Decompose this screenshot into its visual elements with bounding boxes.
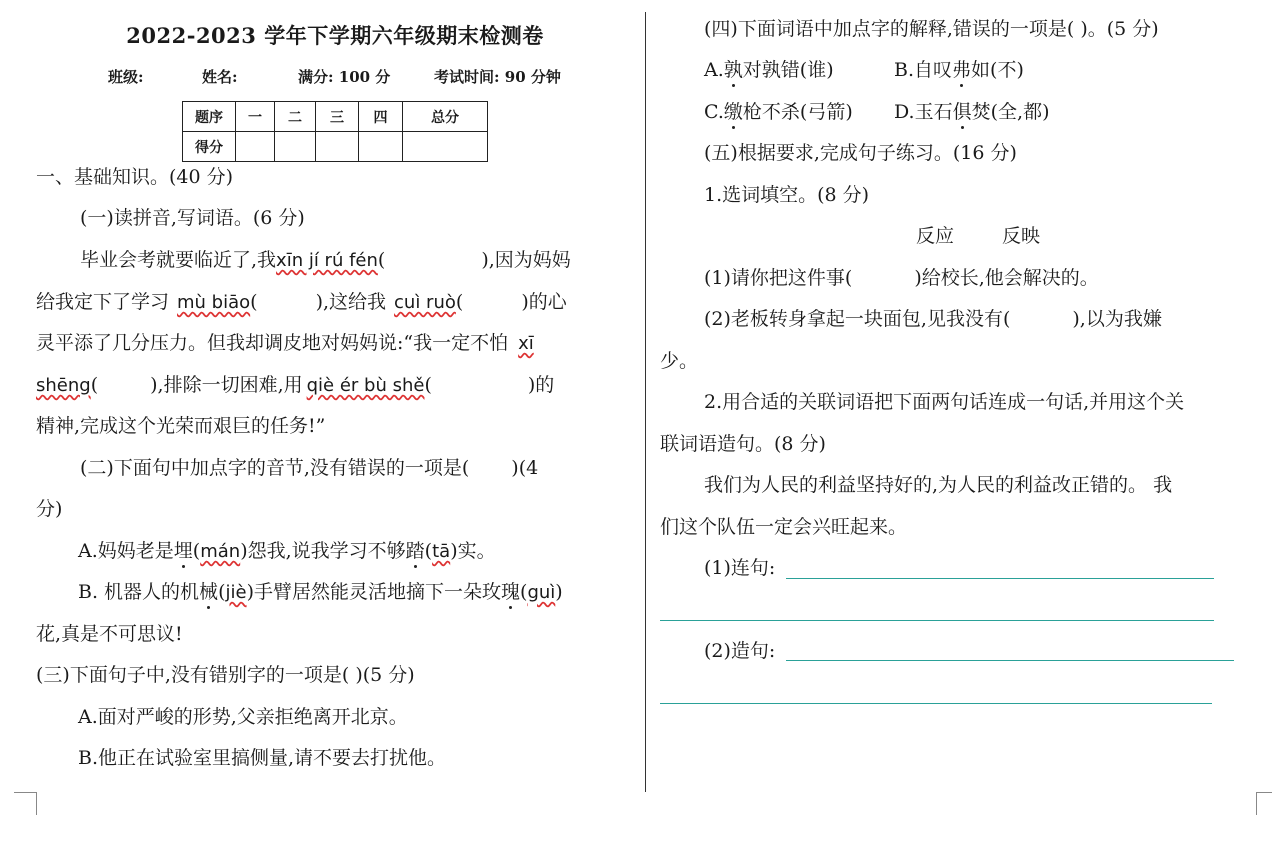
q5-2-sentence: 我们为人民的利益坚持好的,为人民的利益改正错的。 我 <box>704 474 1173 496</box>
q5-2-title: 2.用合适的关联词语把下面两句话连成一句话,并用这个关 <box>704 391 1185 413</box>
page-corner-mark <box>14 792 37 815</box>
text: ),排除一切困难,用 <box>150 374 303 396</box>
text: ( <box>377 249 386 271</box>
q4-title: (四)下面词语中加点字的解释,错误的一项是( )。(5 分) <box>704 18 1159 40</box>
class-label: 班级: <box>108 68 144 86</box>
answer-line[interactable] <box>660 703 1212 704</box>
q2-option-a: A.妈妈老是埋(mán)怨我,说我学习不够踏(tā)实。 <box>78 540 496 562</box>
zaoju-label: (2)造句: <box>704 640 776 662</box>
q5-1-2 <box>704 307 1162 331</box>
q2-option-b-cont: 花,真是不可思议! <box>36 623 183 645</box>
dotted-char: 埋 <box>173 540 193 562</box>
dotted-char: 弗 <box>952 59 972 81</box>
score-table-header-row <box>183 102 488 132</box>
exam-time: 考试时间: 90 分钟 <box>434 68 561 86</box>
pinyin: qiè ér bù shě <box>306 375 425 396</box>
answer-line[interactable] <box>660 620 1214 621</box>
text: 怨我,说我学习不够 <box>247 540 406 562</box>
q3-option-a: A.面对严峻的形势,父亲拒绝离开北京。 <box>78 706 408 728</box>
table-cell: 一 <box>236 102 275 132</box>
column-divider <box>645 12 646 792</box>
q2-title-cont: 分) <box>36 498 63 520</box>
q1-line-4 <box>36 373 554 398</box>
question-title: (一)读拼音,写词语。(6 分) <box>80 207 305 229</box>
text: 对孰错(谁) <box>742 59 834 81</box>
pinyin: mán <box>200 541 241 562</box>
pinyin: xīn jí rú fén <box>276 250 378 271</box>
table-cell: 得分 <box>183 132 236 162</box>
text: 灵平添了几分压力。但我却调皮地对妈妈说:“我一定不怕 <box>36 332 509 354</box>
score-table <box>182 101 488 162</box>
q2-option-b: B. 机器人的机械(jiè)手臂居然能灵活地摘下一朵玫瑰(guì) <box>78 581 563 603</box>
pinyin: cuì ruò <box>394 292 456 313</box>
text: 枪不杀(弓箭) <box>742 101 853 123</box>
q4-option-a <box>704 58 834 82</box>
q4-option-c <box>704 100 853 124</box>
text: (2)老板转身拿起一块面包,见我没有( <box>704 308 1011 330</box>
pinyin: jiè <box>225 582 247 603</box>
word-choice-1: 反应 <box>916 225 955 247</box>
text: )给校长,他会解决的。 <box>914 267 1099 289</box>
text: 如(不) <box>971 59 1024 81</box>
word-choice-2: 反映 <box>1002 225 1041 247</box>
text: B. 机器人的机 <box>78 581 200 603</box>
q1-line-1 <box>80 248 571 273</box>
text: A. <box>704 59 724 81</box>
text: ( <box>90 374 99 396</box>
text: A.妈妈老是 <box>78 540 174 562</box>
text: D.玉石 <box>894 101 953 123</box>
text: ( <box>455 291 464 313</box>
dotted-char: 孰 <box>723 59 743 81</box>
name-label: 姓名: <box>202 68 238 86</box>
pinyin: tā <box>432 541 451 562</box>
text: 毕业会考就要临近了,我 <box>80 249 277 271</box>
answer-line[interactable] <box>786 578 1214 579</box>
score-cell[interactable] <box>316 132 359 162</box>
score-cell[interactable] <box>359 132 403 162</box>
q4-option-b <box>894 58 1024 82</box>
q4-option-d <box>894 100 1050 124</box>
score-cell[interactable] <box>236 132 275 162</box>
text: 手臂居然能灵活地摘下一朵玫 <box>253 581 501 603</box>
pinyin: shēng <box>36 375 91 396</box>
full-score: 满分: 100 分 <box>298 68 391 86</box>
pinyin: xī <box>518 333 534 354</box>
dotted-char: 踏 <box>405 540 425 562</box>
q1-line-2 <box>36 290 567 315</box>
q5-2-title-cont: 联词语造句。(8 分) <box>660 433 826 455</box>
dotted-char: 械 <box>199 581 219 603</box>
table-cell: 四 <box>359 102 403 132</box>
answer-line[interactable] <box>786 660 1234 661</box>
section-heading: 一、基础知识。(40 分) <box>36 166 234 188</box>
text: ),这给我 <box>315 291 387 313</box>
q1-line-3 <box>36 331 534 356</box>
text: 给我定下了学习 <box>36 291 170 313</box>
dotted-char: 瑰 <box>501 581 521 603</box>
lianju-label: (1)连句: <box>704 557 776 579</box>
q3-title: (三)下面句子中,没有错别字的一项是( )(5 分) <box>36 664 415 686</box>
pinyin: guì <box>527 582 556 603</box>
text: ),因为妈妈 <box>481 249 571 271</box>
exam-title: 2022-2023 学年下学期六年级期末检测卷 <box>126 23 544 48</box>
text: )(4 <box>511 457 539 479</box>
text: ( <box>424 374 432 396</box>
text: 焚(全,都) <box>971 101 1050 123</box>
text: C. <box>704 101 724 123</box>
table-cell: 总分 <box>403 102 488 132</box>
q1-line-5: 精神,完成这个光荣而艰巨的任务!” <box>36 415 326 437</box>
score-cell[interactable] <box>275 132 316 162</box>
dotted-char: 俱 <box>952 101 972 123</box>
text: 实。 <box>457 540 496 562</box>
score-table-score-row <box>183 132 488 162</box>
text: )的 <box>527 374 555 396</box>
q5-title: (五)根据要求,完成句子练习。(16 分) <box>704 142 1017 164</box>
q3-option-b: B.他正在试验室里搞侧量,请不要去打扰他。 <box>78 747 447 769</box>
table-cell: 二 <box>275 102 316 132</box>
q5-2-sentence-cont: 们这个队伍一定会兴旺起来。 <box>660 516 908 538</box>
text: (二)下面句中加点字的音节,没有错误的一项是( <box>80 457 470 479</box>
text: B.自叹 <box>894 59 953 81</box>
score-cell[interactable] <box>403 132 488 162</box>
text: ),以为我嫌 <box>1072 308 1162 330</box>
pinyin: mù biāo <box>177 292 251 313</box>
q5-1-title: 1.选词填空。(8 分) <box>704 184 870 206</box>
text: )的心 <box>521 291 567 313</box>
table-cell: 题序 <box>183 102 236 132</box>
table-cell: 三 <box>316 102 359 132</box>
text: (1)请你把这件事( <box>704 267 853 289</box>
q5-1-2-cont: 少。 <box>660 350 699 372</box>
q2-title <box>80 456 538 480</box>
q5-1-1 <box>704 266 1099 290</box>
dotted-char: 缴 <box>723 101 743 123</box>
text: ( <box>250 291 258 313</box>
page-corner-mark <box>1256 792 1272 815</box>
